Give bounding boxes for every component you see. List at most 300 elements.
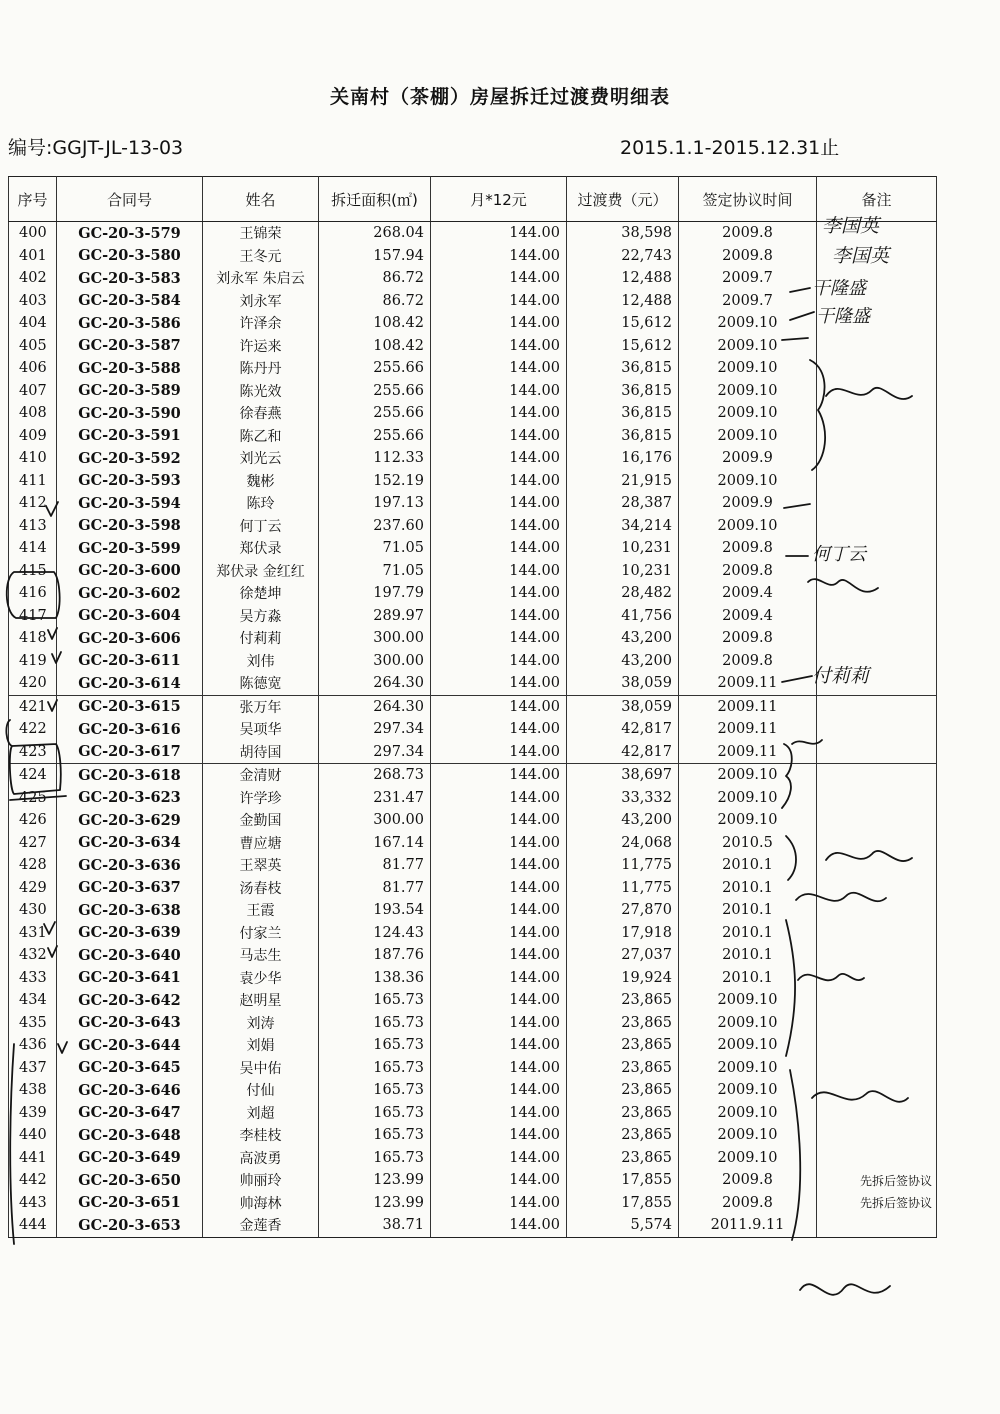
cell-agreement-date: 2009.10 [679, 312, 817, 335]
cell-area: 255.66 [319, 425, 431, 448]
cell-agreement-date: 2009.10 [679, 425, 817, 448]
cell-name: 郑伏录 金红红 [203, 560, 319, 583]
cell-area: 108.42 [319, 312, 431, 335]
cell-contract-no: GC-20-3-617 [57, 741, 203, 764]
cell-area: 81.77 [319, 854, 431, 877]
cell-name: 吴方淼 [203, 605, 319, 628]
table-row [9, 1079, 937, 1102]
cell-seq: 424 [9, 764, 57, 787]
cell-agreement-date: 2009.10 [679, 1034, 817, 1057]
cell-monthly-rate: 144.00 [431, 537, 567, 560]
table-header-row [9, 177, 937, 222]
cell-monthly-rate: 144.00 [431, 1034, 567, 1057]
table-row [9, 899, 937, 922]
table-row [9, 787, 937, 810]
cell-contract-no: GC-20-3-584 [57, 290, 203, 313]
cell-area: 138.36 [319, 967, 431, 990]
cell-monthly-rate: 144.00 [431, 1147, 567, 1170]
cell-remarks [817, 944, 937, 967]
cell-area: 167.14 [319, 832, 431, 855]
cell-remarks [817, 312, 937, 335]
cell-seq: 429 [9, 877, 57, 900]
cell-seq: 415 [9, 560, 57, 583]
cell-seq: 432 [9, 944, 57, 967]
cell-monthly-rate: 144.00 [431, 447, 567, 470]
cell-seq: 412 [9, 492, 57, 515]
cell-fee: 17,918 [567, 922, 679, 945]
cell-agreement-date: 2010.5 [679, 832, 817, 855]
cell-monthly-rate: 144.00 [431, 627, 567, 650]
cell-monthly-rate: 144.00 [431, 650, 567, 673]
cell-area: 165.73 [319, 989, 431, 1012]
cell-agreement-date: 2009.10 [679, 1147, 817, 1170]
cell-name: 金莲香 [203, 1214, 319, 1237]
cell-name: 许学珍 [203, 787, 319, 810]
cell-monthly-rate: 144.00 [431, 582, 567, 605]
cell-fee: 41,756 [567, 605, 679, 628]
cell-remarks [817, 470, 937, 493]
cell-remarks [817, 672, 937, 695]
cell-contract-no: GC-20-3-598 [57, 515, 203, 538]
cell-remarks [817, 222, 937, 245]
cell-seq: 431 [9, 922, 57, 945]
cell-seq: 435 [9, 1012, 57, 1035]
cell-remarks [817, 380, 937, 403]
cell-contract-no: GC-20-3-644 [57, 1034, 203, 1057]
cell-name: 陈玲 [203, 492, 319, 515]
cell-contract-no: GC-20-3-640 [57, 944, 203, 967]
cell-monthly-rate: 144.00 [431, 560, 567, 583]
cell-name: 付莉莉 [203, 627, 319, 650]
cell-contract-no: GC-20-3-646 [57, 1079, 203, 1102]
cell-area: 165.73 [319, 1012, 431, 1035]
scrawl-442-444 [800, 1284, 890, 1295]
cell-contract-no: GC-20-3-649 [57, 1147, 203, 1170]
col-header-agreement-date: 签定协议时间 [679, 177, 817, 222]
cell-remarks [817, 854, 937, 877]
table-row [9, 967, 937, 990]
cell-name: 刘永军 [203, 290, 319, 313]
cell-seq: 402 [9, 267, 57, 290]
cell-fee: 23,865 [567, 1012, 679, 1035]
cell-fee: 28,482 [567, 582, 679, 605]
cell-contract-no: GC-20-3-623 [57, 787, 203, 810]
cell-contract-no: GC-20-3-642 [57, 989, 203, 1012]
cell-agreement-date: 2010.1 [679, 944, 817, 967]
cell-contract-no: GC-20-3-638 [57, 899, 203, 922]
cell-seq: 411 [9, 470, 57, 493]
cell-seq: 419 [9, 650, 57, 673]
cell-remarks [817, 267, 937, 290]
cell-agreement-date: 2009.7 [679, 290, 817, 313]
cell-name: 曹应塘 [203, 832, 319, 855]
cell-name: 徐春燕 [203, 402, 319, 425]
cell-remarks [817, 1214, 937, 1237]
cell-contract-no: GC-20-3-590 [57, 402, 203, 425]
col-header-contract: 合同号 [57, 177, 203, 222]
cell-agreement-date: 2009.10 [679, 380, 817, 403]
cell-seq: 428 [9, 854, 57, 877]
cell-fee: 12,488 [567, 267, 679, 290]
cell-monthly-rate: 144.00 [431, 470, 567, 493]
table-row [9, 335, 937, 358]
cell-seq: 408 [9, 402, 57, 425]
cell-fee: 24,068 [567, 832, 679, 855]
cell-remarks [817, 695, 937, 718]
cell-monthly-rate: 144.00 [431, 989, 567, 1012]
handwritten-note-403: 干隆盛 [816, 306, 870, 327]
cell-agreement-date: 2009.8 [679, 627, 817, 650]
cell-monthly-rate: 144.00 [431, 695, 567, 718]
cell-name: 王翠英 [203, 854, 319, 877]
cell-area: 108.42 [319, 335, 431, 358]
table-row [9, 290, 937, 313]
cell-area: 255.66 [319, 357, 431, 380]
cell-contract-no: GC-20-3-587 [57, 335, 203, 358]
table-row [9, 1102, 937, 1125]
cell-seq: 400 [9, 222, 57, 245]
cell-fee: 19,924 [567, 967, 679, 990]
cell-monthly-rate: 144.00 [431, 1012, 567, 1035]
cell-agreement-date: 2010.1 [679, 922, 817, 945]
col-header-area: 拆迁面积(㎡) [319, 177, 431, 222]
table-row [9, 1124, 937, 1147]
table-row [9, 1034, 937, 1057]
cell-fee: 23,865 [567, 1102, 679, 1125]
table-row [9, 650, 937, 673]
cell-agreement-date: 2009.10 [679, 335, 817, 358]
cell-monthly-rate: 144.00 [431, 944, 567, 967]
cell-agreement-date: 2009.4 [679, 582, 817, 605]
cell-agreement-date: 2009.7 [679, 267, 817, 290]
cell-monthly-rate: 144.00 [431, 492, 567, 515]
cell-remarks [817, 582, 937, 605]
table-row [9, 380, 937, 403]
cell-contract-no: GC-20-3-611 [57, 650, 203, 673]
cell-area: 268.04 [319, 222, 431, 245]
cell-area: 264.30 [319, 695, 431, 718]
table-row [9, 922, 937, 945]
cell-fee: 34,214 [567, 515, 679, 538]
cell-monthly-rate: 144.00 [431, 672, 567, 695]
cell-agreement-date: 2009.4 [679, 605, 817, 628]
cell-remarks [817, 515, 937, 538]
cell-name: 刘光云 [203, 447, 319, 470]
cell-area: 300.00 [319, 809, 431, 832]
cell-fee: 38,598 [567, 222, 679, 245]
cell-monthly-rate: 144.00 [431, 267, 567, 290]
table-row [9, 989, 937, 1012]
cell-fee: 28,387 [567, 492, 679, 515]
cell-agreement-date: 2009.10 [679, 357, 817, 380]
table-row [9, 741, 937, 764]
cell-monthly-rate: 144.00 [431, 809, 567, 832]
cell-area: 165.73 [319, 1079, 431, 1102]
cell-name: 帅海林 [203, 1192, 319, 1215]
cell-fee: 17,855 [567, 1192, 679, 1215]
cell-remarks [817, 402, 937, 425]
cell-remarks [817, 1012, 937, 1035]
cell-fee: 23,865 [567, 1079, 679, 1102]
cell-contract-no: GC-20-3-614 [57, 672, 203, 695]
cell-remarks [817, 922, 937, 945]
cell-remarks [817, 989, 937, 1012]
cell-monthly-rate: 144.00 [431, 764, 567, 787]
cell-remarks [817, 787, 937, 810]
cell-monthly-rate: 144.00 [431, 1214, 567, 1237]
cell-fee: 42,817 [567, 718, 679, 741]
cell-contract-no: GC-20-3-589 [57, 380, 203, 403]
cell-agreement-date: 2009.10 [679, 1012, 817, 1035]
cell-contract-no: GC-20-3-604 [57, 605, 203, 628]
cell-seq: 444 [9, 1214, 57, 1237]
cell-agreement-date: 2009.11 [679, 741, 817, 764]
cell-agreement-date: 2011.9.11 [679, 1214, 817, 1237]
cell-seq: 422 [9, 718, 57, 741]
handwritten-note-400: 李国英 [822, 215, 880, 237]
cell-remarks [817, 560, 937, 583]
cell-seq: 409 [9, 425, 57, 448]
cell-seq: 436 [9, 1034, 57, 1057]
cell-monthly-rate: 144.00 [431, 290, 567, 313]
cell-name: 高波勇 [203, 1147, 319, 1170]
cell-monthly-rate: 144.00 [431, 854, 567, 877]
cell-fee: 10,231 [567, 560, 679, 583]
handwritten-note-418: 付莉莉 [812, 665, 870, 687]
cell-remarks [817, 605, 937, 628]
col-header-remarks: 备注 [817, 177, 937, 222]
cell-seq: 407 [9, 380, 57, 403]
table-row [9, 832, 937, 855]
cell-area: 81.77 [319, 877, 431, 900]
cell-fee: 27,870 [567, 899, 679, 922]
cell-fee: 23,865 [567, 1147, 679, 1170]
cell-area: 193.54 [319, 899, 431, 922]
cell-name: 赵明星 [203, 989, 319, 1012]
cell-remarks [817, 335, 937, 358]
cell-remarks [817, 245, 937, 268]
cell-name: 刘超 [203, 1102, 319, 1125]
table-row [9, 695, 937, 718]
cell-remarks [817, 967, 937, 990]
cell-fee: 15,612 [567, 312, 679, 335]
cell-area: 124.43 [319, 922, 431, 945]
cell-contract-no: GC-20-3-588 [57, 357, 203, 380]
table-row [9, 245, 937, 268]
table-row [9, 1169, 937, 1192]
cell-fee: 23,865 [567, 989, 679, 1012]
cell-area: 86.72 [319, 267, 431, 290]
cell-name: 袁少华 [203, 967, 319, 990]
cell-agreement-date: 2009.10 [679, 515, 817, 538]
cell-agreement-date: 2009.8 [679, 560, 817, 583]
cell-monthly-rate: 144.00 [431, 380, 567, 403]
cell-monthly-rate: 144.00 [431, 605, 567, 628]
cell-remarks [817, 627, 937, 650]
table-row [9, 718, 937, 741]
cell-name: 郑伏录 [203, 537, 319, 560]
cell-remarks [817, 1102, 937, 1125]
cell-monthly-rate: 144.00 [431, 312, 567, 335]
cell-remarks [817, 447, 937, 470]
cell-area: 237.60 [319, 515, 431, 538]
table-row [9, 877, 937, 900]
cell-contract-no: GC-20-3-579 [57, 222, 203, 245]
cell-contract-no: GC-20-3-647 [57, 1102, 203, 1125]
table-row [9, 357, 937, 380]
col-header-name: 姓名 [203, 177, 319, 222]
cell-agreement-date: 2009.10 [679, 1124, 817, 1147]
table-row [9, 537, 937, 560]
cell-name: 许运来 [203, 335, 319, 358]
cell-seq: 418 [9, 627, 57, 650]
cell-monthly-rate: 144.00 [431, 425, 567, 448]
cell-monthly-rate: 144.00 [431, 1102, 567, 1125]
cell-area: 297.34 [319, 718, 431, 741]
col-header-monthly-rate: 月*12元 [431, 177, 567, 222]
cell-name: 魏彬 [203, 470, 319, 493]
cell-agreement-date: 2009.10 [679, 989, 817, 1012]
cell-agreement-date: 2009.10 [679, 1057, 817, 1080]
cell-name: 陈德宽 [203, 672, 319, 695]
cell-area: 165.73 [319, 1034, 431, 1057]
table-row [9, 402, 937, 425]
cell-contract-no: GC-20-3-580 [57, 245, 203, 268]
cell-seq: 410 [9, 447, 57, 470]
cell-agreement-date: 2009.10 [679, 1079, 817, 1102]
cell-seq: 430 [9, 899, 57, 922]
table-row [9, 944, 937, 967]
document-period: 2015.1.1-2015.12.31止 [620, 137, 840, 159]
cell-contract-no: GC-20-3-615 [57, 695, 203, 718]
cell-monthly-rate: 144.00 [431, 899, 567, 922]
cell-monthly-rate: 144.00 [431, 222, 567, 245]
cell-area: 123.99 [319, 1192, 431, 1215]
cell-area: 197.79 [319, 582, 431, 605]
cell-agreement-date: 2010.1 [679, 899, 817, 922]
cell-name: 许泽余 [203, 312, 319, 335]
cell-fee: 15,612 [567, 335, 679, 358]
cell-area: 300.00 [319, 650, 431, 673]
cell-area: 187.76 [319, 944, 431, 967]
cell-name: 王冬元 [203, 245, 319, 268]
cell-agreement-date: 2009.10 [679, 764, 817, 787]
cell-contract-no: GC-20-3-616 [57, 718, 203, 741]
cell-contract-no: GC-20-3-586 [57, 312, 203, 335]
cell-area: 297.34 [319, 741, 431, 764]
col-header-fee: 过渡费（元） [567, 177, 679, 222]
table-row [9, 764, 937, 787]
cell-contract-no: GC-20-3-606 [57, 627, 203, 650]
cell-seq: 439 [9, 1102, 57, 1125]
cell-area: 231.47 [319, 787, 431, 810]
cell-remarks [817, 425, 937, 448]
cell-name: 汤春枝 [203, 877, 319, 900]
cell-agreement-date: 2009.11 [679, 718, 817, 741]
cell-fee: 10,231 [567, 537, 679, 560]
cell-fee: 36,815 [567, 357, 679, 380]
cell-agreement-date: 2009.8 [679, 1169, 817, 1192]
cell-area: 165.73 [319, 1147, 431, 1170]
table-row [9, 447, 937, 470]
cell-agreement-date: 2010.1 [679, 854, 817, 877]
cell-seq: 440 [9, 1124, 57, 1147]
table-row [9, 1057, 937, 1080]
cell-monthly-rate: 144.00 [431, 832, 567, 855]
cell-name: 金勤国 [203, 809, 319, 832]
cell-name: 付仙 [203, 1079, 319, 1102]
cell-seq: 434 [9, 989, 57, 1012]
cell-fee: 36,815 [567, 402, 679, 425]
cell-fee: 36,815 [567, 425, 679, 448]
cell-agreement-date: 2009.8 [679, 650, 817, 673]
cell-seq: 441 [9, 1147, 57, 1170]
cell-fee: 43,200 [567, 809, 679, 832]
cell-seq: 405 [9, 335, 57, 358]
cell-contract-no: GC-20-3-645 [57, 1057, 203, 1080]
cell-area: 152.19 [319, 470, 431, 493]
table-row [9, 470, 937, 493]
cell-fee: 38,697 [567, 764, 679, 787]
cell-contract-no: GC-20-3-592 [57, 447, 203, 470]
table-row [9, 1012, 937, 1035]
cell-agreement-date: 2009.9 [679, 492, 817, 515]
cell-area: 165.73 [319, 1124, 431, 1147]
cell-contract-no: GC-20-3-634 [57, 832, 203, 855]
cell-seq: 443 [9, 1192, 57, 1215]
cell-remarks [817, 492, 937, 515]
table-body [9, 222, 937, 1238]
table-row [9, 1147, 937, 1170]
cell-monthly-rate: 144.00 [431, 967, 567, 990]
cell-remarks [817, 1124, 937, 1147]
cell-name: 马志生 [203, 944, 319, 967]
cell-contract-no: GC-20-3-593 [57, 470, 203, 493]
cell-monthly-rate: 144.00 [431, 877, 567, 900]
cell-agreement-date: 2009.8 [679, 537, 817, 560]
cell-fee: 23,865 [567, 1034, 679, 1057]
cell-monthly-rate: 144.00 [431, 1057, 567, 1080]
cell-seq: 413 [9, 515, 57, 538]
cell-monthly-rate: 144.00 [431, 1192, 567, 1215]
table-row [9, 267, 937, 290]
cell-agreement-date: 2009.11 [679, 695, 817, 718]
cell-monthly-rate: 144.00 [431, 515, 567, 538]
cell-contract-no: GC-20-3-637 [57, 877, 203, 900]
cell-monthly-rate: 144.00 [431, 357, 567, 380]
cell-name: 徐楚坤 [203, 582, 319, 605]
cell-monthly-rate: 144.00 [431, 402, 567, 425]
cell-fee: 12,488 [567, 290, 679, 313]
cell-area: 197.13 [319, 492, 431, 515]
cell-name: 胡待国 [203, 741, 319, 764]
cell-remarks [817, 537, 937, 560]
table-row [9, 627, 937, 650]
cell-monthly-rate: 144.00 [431, 1079, 567, 1102]
cell-contract-no: GC-20-3-594 [57, 492, 203, 515]
table-row [9, 605, 937, 628]
table-row [9, 1214, 937, 1237]
cell-seq: 426 [9, 809, 57, 832]
cell-name: 帅丽玲 [203, 1169, 319, 1192]
cell-remarks [817, 650, 937, 673]
cell-name: 吴项华 [203, 718, 319, 741]
cell-seq: 403 [9, 290, 57, 313]
cell-name: 王锦荣 [203, 222, 319, 245]
cell-monthly-rate: 144.00 [431, 718, 567, 741]
cell-seq: 433 [9, 967, 57, 990]
cell-agreement-date: 2009.9 [679, 447, 817, 470]
